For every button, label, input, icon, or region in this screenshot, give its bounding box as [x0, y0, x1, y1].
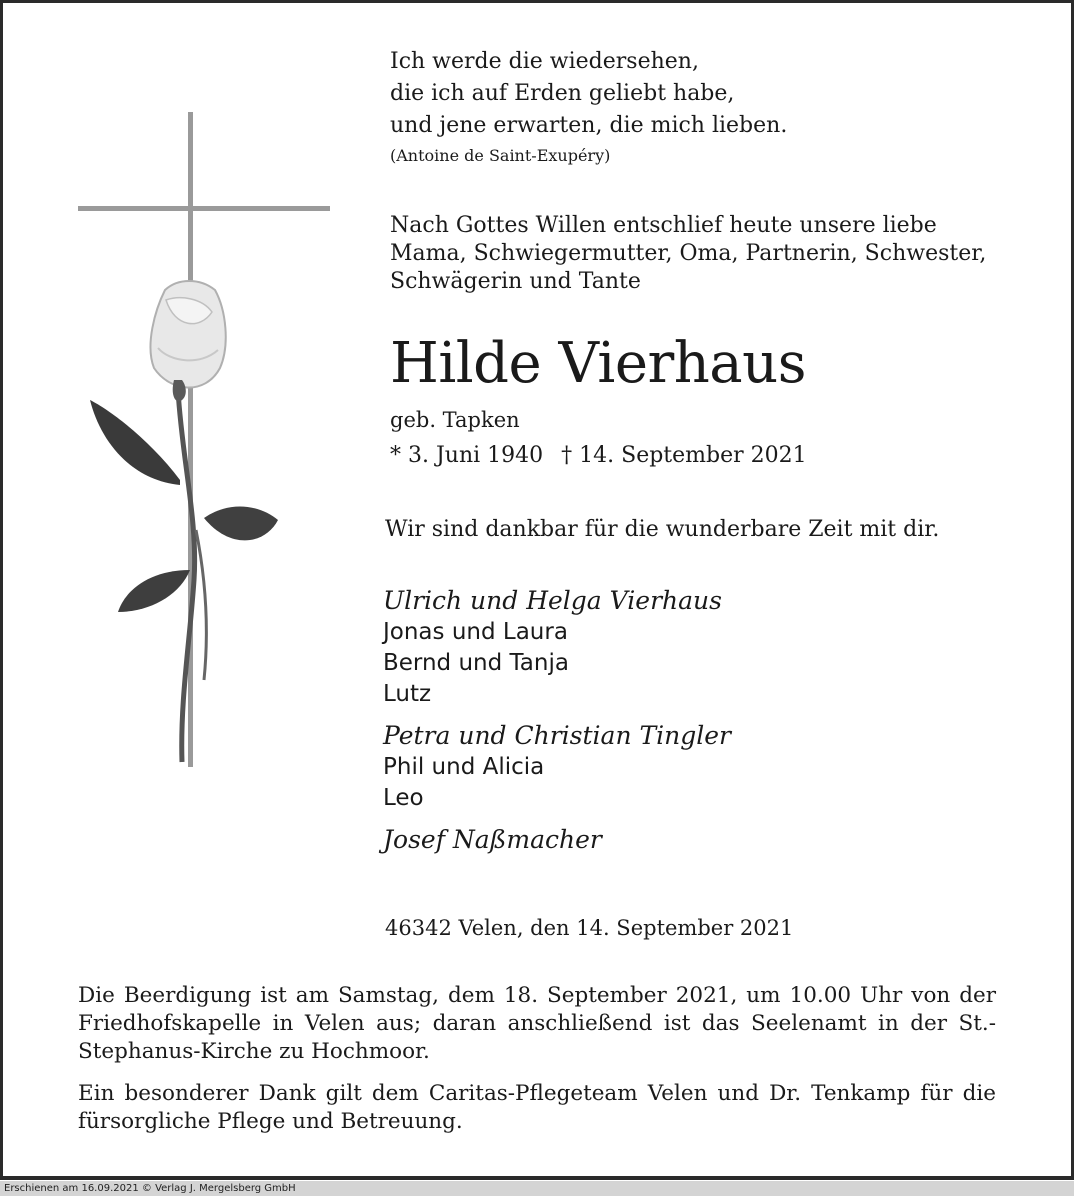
funeral-details: Die Beerdigung ist am Samstag, dem 18. September 2021, um 10.00 Uhr von der Friedhofskapelle in Velen aus; daran anschließend ist das Seelenamt in der St.-Stephanus-Kirche zu Hochmoor. — [78, 983, 996, 1064]
mourners-list — [383, 585, 731, 866]
poem-quote — [390, 46, 787, 172]
mourner-member: Jonas und Laura — [383, 619, 568, 645]
death-date: † 14. September 2021 — [561, 443, 807, 468]
intro-line: Nach Gottes Willen entschlief heute unsere liebe — [390, 213, 937, 238]
poem-line: die ich auf Erden geliebt habe, — [390, 81, 735, 106]
intro-text — [390, 212, 986, 296]
special-thanks: Ein besonderer Dank gilt dem Caritas-Pflegeteam Velen und Dr. Tenkamp für die fürsorgliche Pflege und Betreuung. — [78, 1081, 996, 1134]
intro-line: Mama, Schwiegermutter, Oma, Partnerin, Schwester, — [390, 241, 987, 266]
publication-footer: Erschienen am 16.09.2021 © Verlag J. Mergelsberg GmbH — [0, 1181, 1074, 1196]
place-and-date: 46342 Velen, den 14. September 2021 — [385, 916, 794, 940]
poem-line: und jene erwarten, die mich lieben. — [390, 113, 788, 138]
mourner-group — [383, 720, 731, 814]
intro-line: Schwägerin und Tante — [390, 269, 641, 294]
mourner-group — [383, 585, 731, 710]
mourner-group — [383, 824, 731, 856]
mourner-member: Phil und Alicia — [383, 754, 545, 780]
poem-author: (Antoine de Saint-Exupéry) — [390, 146, 611, 165]
deceased-name: Hilde Vierhaus — [390, 331, 806, 396]
gratitude-line: Wir sind dankbar für die wunderbare Zeit mit dir. — [385, 517, 940, 542]
poem-line: Ich werde die wiedersehen, — [390, 49, 699, 74]
rose-icon — [90, 281, 278, 762]
mourner-group-head: Petra und Christian Tingler — [383, 721, 732, 750]
mourner-member: Leo — [383, 785, 424, 811]
funeral-notice — [78, 982, 996, 1150]
cross-and-rose-image — [70, 100, 350, 780]
mourner-member: Lutz — [383, 681, 432, 707]
mourner-group-head: Ulrich und Helga Vierhaus — [383, 586, 722, 615]
birth-date: * 3. Juni 1940 — [390, 443, 544, 468]
maiden-name: geb. Tapken — [390, 408, 520, 432]
life-dates — [390, 442, 807, 470]
mourner-member: Bernd und Tanja — [383, 650, 569, 676]
mourner-group-head: Josef Naßmacher — [383, 825, 602, 854]
